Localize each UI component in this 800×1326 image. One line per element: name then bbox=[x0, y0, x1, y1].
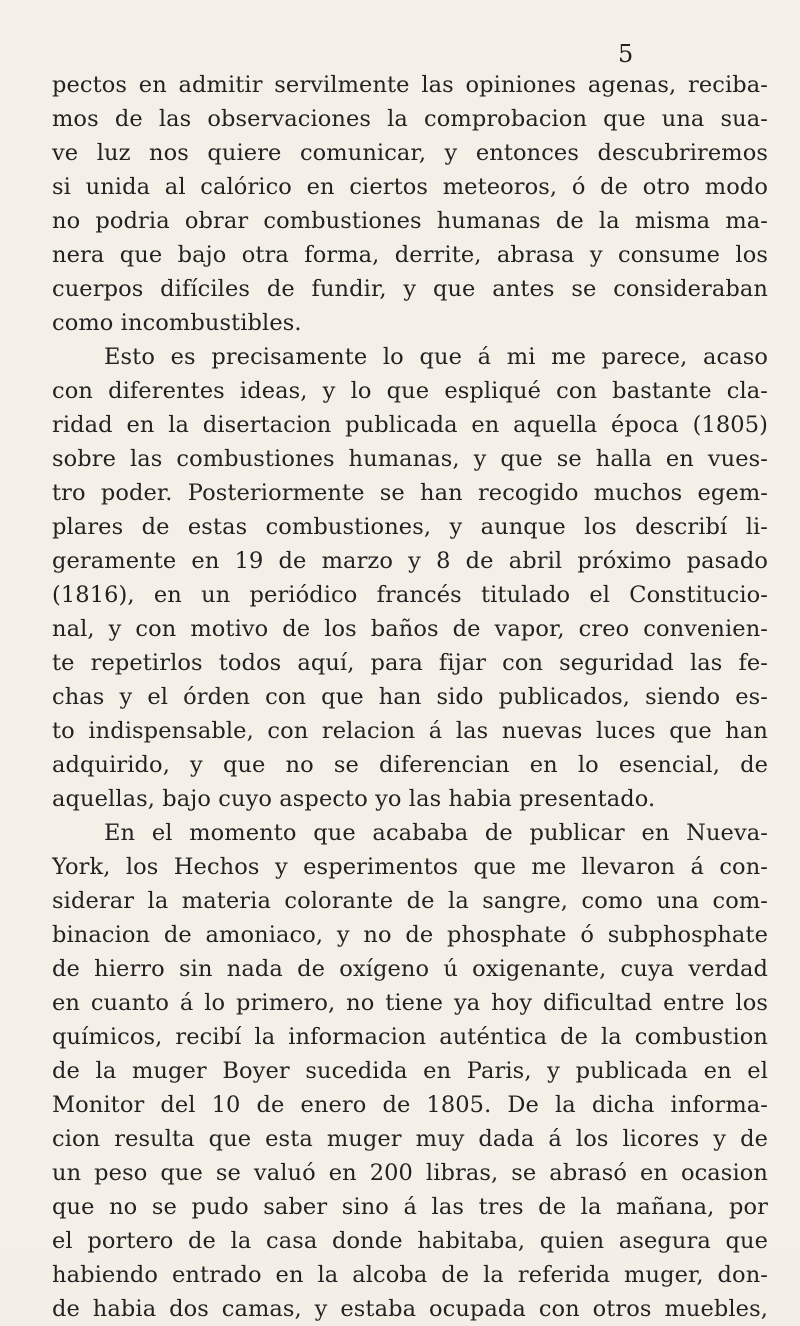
page-number: 5 bbox=[618, 40, 634, 68]
text-line: mos de las observaciones la comprobacion que una sua- bbox=[52, 106, 768, 132]
text-line: de habia dos camas, y estaba ocupada con otros muebles, bbox=[52, 1296, 768, 1322]
text-line: que no se pudo saber sino á las tres de la mañana, por bbox=[52, 1194, 768, 1220]
text-line: de la muger Boyer sucedida en Paris, y publicada en el bbox=[52, 1058, 768, 1084]
text-line: de hierro sin nada de oxígeno ú oxigenante, cuya verdad bbox=[52, 956, 768, 982]
text-line: con diferentes ideas, y lo que espliqué con bastante cla- bbox=[52, 378, 768, 404]
text-line: químicos, recibí la informacion auténtica de la combustion bbox=[52, 1024, 768, 1050]
text-line: ve luz nos quiere comunicar, y entonces descubriremos bbox=[52, 140, 768, 166]
text-line: plares de estas combustiones, y aunque los describí li- bbox=[52, 514, 768, 540]
text-line: pectos en admitir servilmente las opiniones agenas, reciba- bbox=[52, 72, 768, 98]
text-line: te repetirlos todos aquí, para fijar con seguridad las fe- bbox=[52, 650, 768, 676]
text-line: si unida al calórico en ciertos meteoros, ó de otro modo bbox=[52, 174, 768, 200]
text-line: como incombustibles. bbox=[52, 310, 302, 336]
text-line: nal, y con motivo de los baños de vapor, creo convenien- bbox=[52, 616, 768, 642]
text-line: habiendo entrado en la alcoba de la referida muger, don- bbox=[52, 1262, 768, 1288]
text-line: to indispensable, con relacion á las nuevas luces que han bbox=[52, 718, 768, 744]
text-line: (1816), en un periódico francés titulado el Constitucio- bbox=[52, 582, 768, 608]
text-line: sobre las combustiones humanas, y que se halla en vues- bbox=[52, 446, 768, 472]
body-text bbox=[52, 68, 768, 1326]
text-line: un peso que se valuó en 200 libras, se abrasó en ocasion bbox=[52, 1160, 768, 1186]
text-line: cuerpos difíciles de fundir, y que antes se consideraban bbox=[52, 276, 768, 302]
text-line: aquellas, bajo cuyo aspecto yo las habia presentado. bbox=[52, 786, 656, 812]
text-line: no podria obrar combustiones humanas de la misma ma- bbox=[52, 208, 768, 234]
text-line: Monitor del 10 de enero de 1805. De la dicha informa- bbox=[52, 1092, 768, 1118]
text-line: tro poder. Posteriormente se han recogido muchos egem- bbox=[52, 480, 768, 506]
text-line: el portero de la casa donde habitaba, quien asegura que bbox=[52, 1228, 768, 1254]
text-line: binacion de amoniaco, y no de phosphate ó subphosphate bbox=[52, 922, 768, 948]
text-line: Esto es precisamente lo que á mi me parece, acaso bbox=[104, 344, 768, 370]
text-line: en cuanto á lo primero, no tiene ya hoy dificultad entre los bbox=[52, 990, 768, 1016]
text-line: adquirido, y que no se diferencian en lo esencial, de bbox=[52, 752, 768, 778]
text-line: cion resulta que esta muger muy dada á los licores y de bbox=[52, 1126, 768, 1152]
text-line: siderar la materia colorante de la sangre, como una com- bbox=[52, 888, 768, 914]
text-line: En el momento que acababa de publicar en Nueva- bbox=[104, 820, 768, 846]
text-line: geramente en 19 de marzo y 8 de abril próximo pasado bbox=[52, 548, 768, 574]
text-line: ridad en la disertacion publicada en aquella época (1805) bbox=[52, 412, 768, 438]
text-line: nera que bajo otra forma, derrite, abrasa y consume los bbox=[52, 242, 768, 268]
text-line: chas y el órden con que han sido publicados, siendo es- bbox=[52, 684, 768, 710]
text-line: York, los Hechos y esperimentos que me llevaron á con- bbox=[52, 854, 768, 880]
